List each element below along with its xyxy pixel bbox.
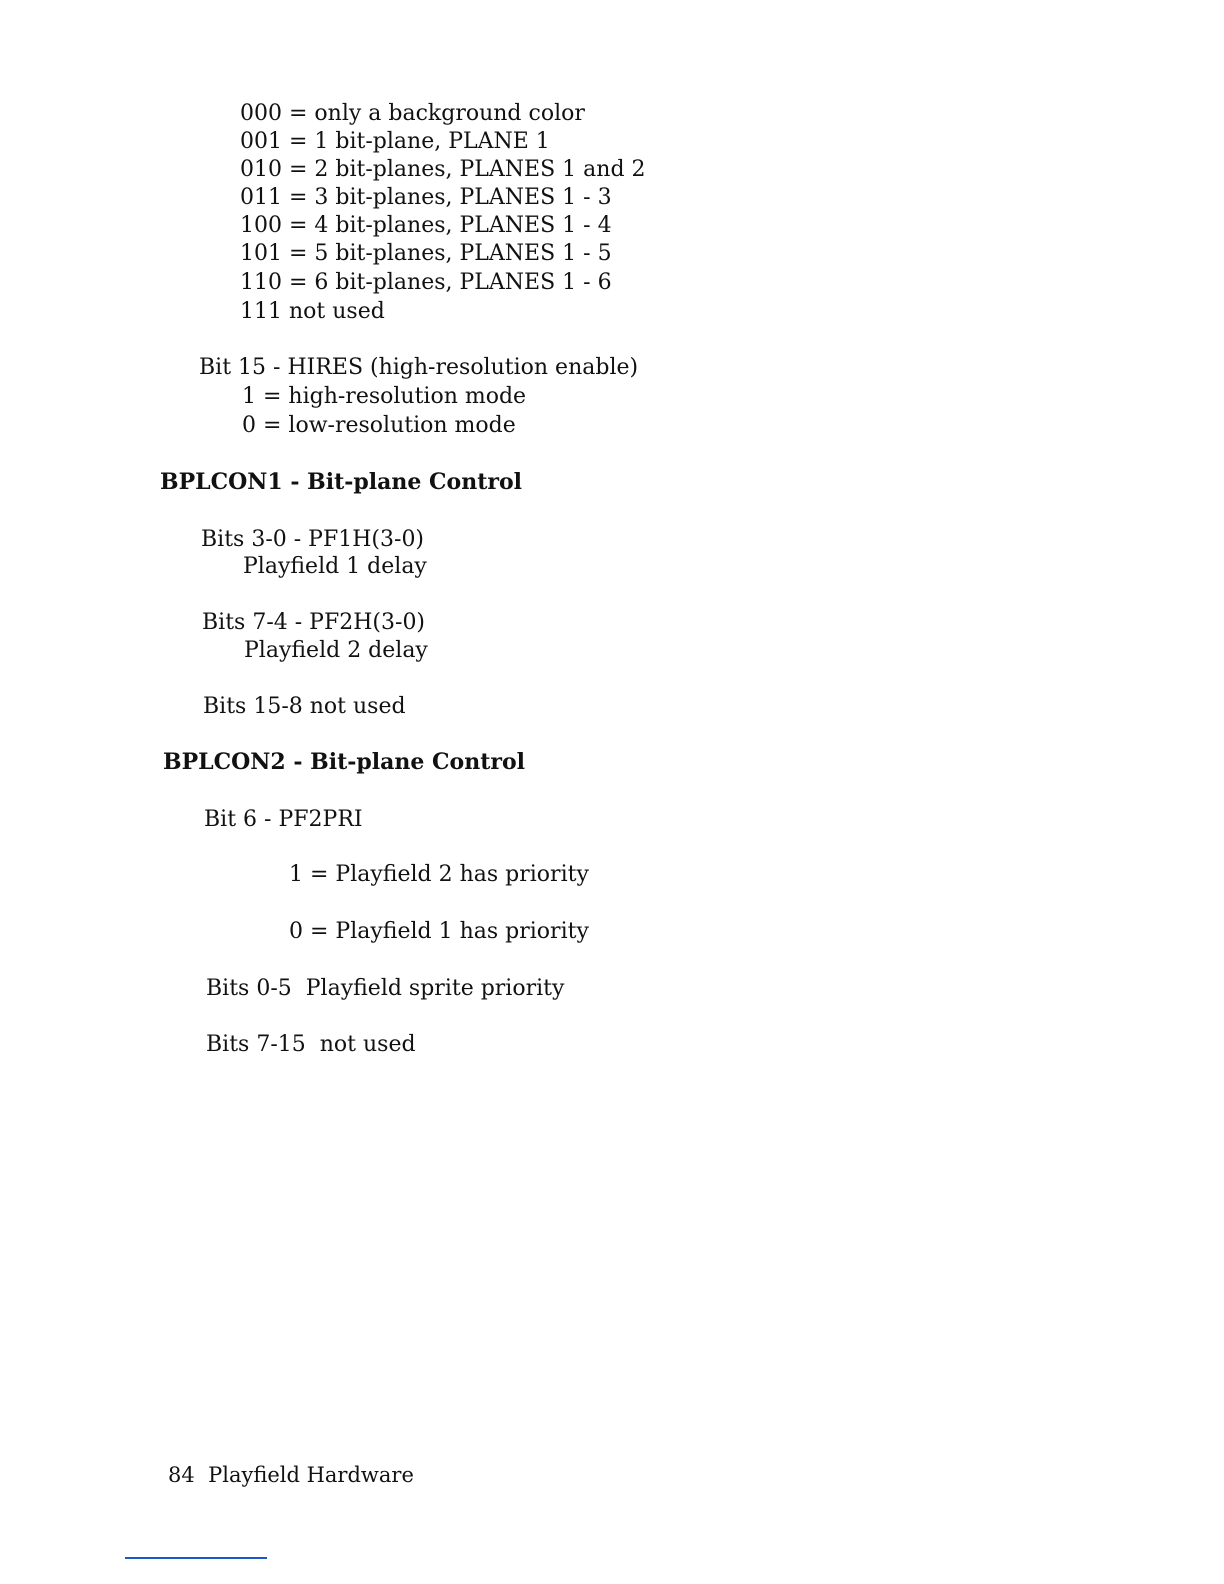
mode-code-110: 110 = 6 bit-planes, PLANES 1 - 6 — [240, 270, 612, 295]
footer-rule — [125, 1557, 267, 1559]
bplcon1-bits-15-8: Bits 15-8 not used — [203, 694, 406, 719]
bplcon2-heading: BPLCON2 - Bit-plane Control — [163, 749, 526, 775]
bplcon1-bits-3-0-desc: Playfield 1 delay — [243, 554, 427, 579]
hires-bit-title: Bit 15 - HIRES (high-resolution enable) — [199, 355, 639, 380]
bplcon2-bits-7-15: Bits 7-15 not used — [206, 1032, 416, 1057]
page-number: 84 — [168, 1463, 195, 1487]
bplcon2-pf2-priority: 1 = Playfield 2 has priority — [289, 862, 589, 887]
mode-code-100: 100 = 4 bit-planes, PLANES 1 - 4 — [240, 213, 612, 238]
bplcon1-bits-7-4: Bits 7-4 - PF2H(3-0) — [202, 610, 426, 635]
mode-code-111: 111 not used — [240, 299, 385, 324]
mode-code-000: 000 = only a background color — [240, 101, 585, 126]
bplcon1-bits-7-4-desc: Playfield 2 delay — [244, 638, 428, 663]
hires-on: 1 = high-resolution mode — [242, 384, 527, 409]
mode-code-011: 011 = 3 bit-planes, PLANES 1 - 3 — [240, 185, 612, 210]
bplcon1-heading: BPLCON1 - Bit-plane Control — [160, 469, 523, 495]
hires-off: 0 = low-resolution mode — [242, 413, 516, 438]
mode-code-101: 101 = 5 bit-planes, PLANES 1 - 5 — [240, 241, 612, 266]
bplcon1-bits-3-0: Bits 3-0 - PF1H(3-0) — [201, 527, 425, 552]
bplcon2-bit-6: Bit 6 - PF2PRI — [204, 807, 363, 832]
mode-code-001: 001 = 1 bit-plane, PLANE 1 — [240, 129, 550, 154]
page-footer — [168, 1462, 414, 1488]
bplcon2-pf1-priority: 0 = Playfield 1 has priority — [289, 919, 589, 944]
mode-code-010: 010 = 2 bit-planes, PLANES 1 and 2 — [240, 157, 646, 182]
footer-spacer — [195, 1463, 208, 1487]
bplcon2-bits-0-5: Bits 0-5 Playfield sprite priority — [206, 976, 565, 1001]
footer-section-title: Playfield Hardware — [208, 1463, 414, 1487]
